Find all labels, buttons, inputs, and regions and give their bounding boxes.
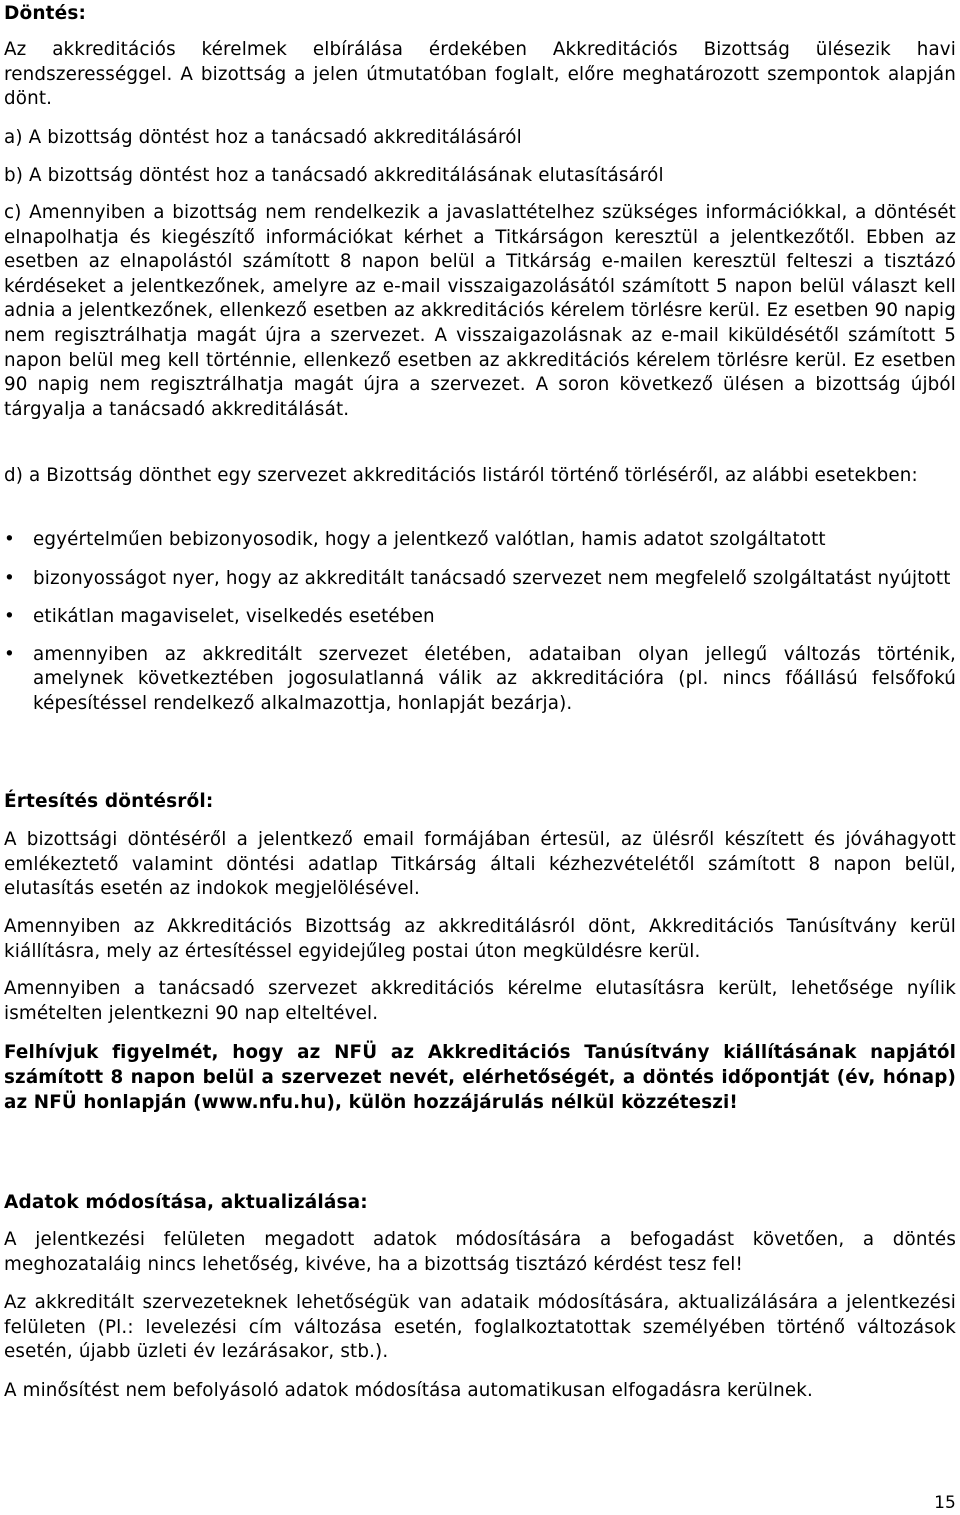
dontes-item-c: c) Amennyiben a bizottság nem rendelkezik a javaslattételhez szükséges információkkal, a döntését elnapolhatja és kiegészítő információkat kérhet a Titkárságon keresztül a jelentkezőtől. Ebben az esetben az elnapolástól számított 8 napon belül a Titkárság e-mailen keresztül felteszi a tisztázó kérdéseket a jelentkezőnek, amelyre az e-mail visszaigazolásától számított 5 napon belül választ kell adnia a jelentkezőnek, ellenkező esetben az akkreditációs kérelem törlésre kerül. Ez esetben 90 napig nem regisztrálhatja magát újra a szervezet. A visszaigazolásnak az e-mail kiküldésétől számított 5 napon belül meg kell történnie, ellenkező esetben az akkreditációs kérelem törlésre kerül. Ez esetben 90 napig nem regisztrálhatja magát újra a szervezet. A soron következő ülésen a bizottság újból tárgyalja a tanácsadó akkreditálását. [4,202,956,420]
removal-cases-list [4,528,956,717]
adatok-paragraph-2: Az akkreditált szervezeteknek lehetőségük van adataik módosítására, aktualizálására a jelentkezési felületen (Pl.: levelezési cím változása esetén, foglalkoztatottak személyében történő változások esetén, újabb üzleti év lezárásakor, stb.). [4,1292,956,1363]
page-number: 15 [934,1493,956,1513]
adatok-paragraph-1: A jelentkezési felületen megadott adatok módosítására a befogadást követően, a döntés meghozataláig nincs lehetőség, kivéve, ha a bizottság tisztázó kérdést tesz fel! [4,1229,956,1275]
bullet-icon: • [4,567,15,589]
section-title-dontes: Döntés: [4,3,87,24]
dontes-item-d: d) a Bizottság dönthet egy szervezet akkreditációs listáról történő törléséről, az alábbi esetekben: [4,465,918,486]
list-item-text: amennyiben az akkreditált szervezet életében, adataiban olyan jellegű változás történik, amelynek következtében jogosulatlanná válik az akkreditációra (pl. nincs főállású felsőfokú képesítéssel rendelkező alkalmazottja, honlapját bezárja). [33,643,956,714]
dontes-item-b: b) A bizottság döntést hoz a tanácsadó akkreditálásának elutasításáról [4,165,664,186]
bullet-icon: • [4,643,15,665]
adatok-paragraph-3: A minősítést nem befolyásoló adatok módosítása automatikusan elfogadásra kerülnek. [4,1380,814,1401]
list-item-text: egyértelműen bebizonyosodik, hogy a jelentkező valótlan, hamis adatot szolgáltatott [33,529,826,550]
list-item [4,605,956,630]
section-title-adatok: Adatok módosítása, aktualizálása: [4,1192,368,1213]
ertesites-paragraph-1: A bizottsági döntéséről a jelentkező email formájában értesül, az ülésről készített és jóváhagyott emlékeztető valamint döntési adatlap Titkárság általi kézhezvételétől számított 8 napon belül, elutasítás esetén az indokok megjelölésével. [4,829,956,900]
dontes-intro-paragraph: Az akkreditációs kérelmek elbírálása érdekében Akkreditációs Bizottság ülésezik havi rendszerességgel. A bizottság a jelen útmutatóban foglalt, előre meghatározott szempontok alapján dönt. [4,39,956,110]
list-item [4,528,956,553]
bullet-icon: • [4,606,15,628]
list-item [4,643,956,717]
section-title-ertesites: Értesítés döntésről: [4,791,214,812]
list-item-text: etikátlan magaviselet, viselkedés esetében [33,606,435,628]
publication-notice: Felhívjuk figyelmét, hogy az NFÜ az Akkreditációs Tanúsítvány kiállításának napjától számított 8 napon belül a szervezet nevét, elérhetőségét, a döntés időpontját (év, hónap) az NFÜ honlapján (www.nfu.hu), külön hozzájárulás nélkül közzéteszi! [4,1042,956,1114]
ertesites-paragraph-3: Amennyiben a tanácsadó szervezet akkreditációs kérelme elutasításra került, lehetősége nyílik ismételten jelentkezni 90 nap elteltével. [4,978,956,1024]
ertesites-paragraph-2: Amennyiben az Akkreditációs Bizottság az akkreditálásról dönt, Akkreditációs Tanúsítvány kerül kiállításra, mely az értesítéssel egyidejűleg postai úton megküldésre kerül. [4,916,956,962]
list-item [4,567,956,592]
bullet-icon: • [4,529,15,550]
list-item-text: bizonyosságot nyer, hogy az akkreditált tanácsadó szervezet nem megfelelő szolgáltatást nyújtott [33,567,951,589]
dontes-item-a: a) A bizottság döntést hoz a tanácsadó akkreditálásáról [4,127,522,148]
